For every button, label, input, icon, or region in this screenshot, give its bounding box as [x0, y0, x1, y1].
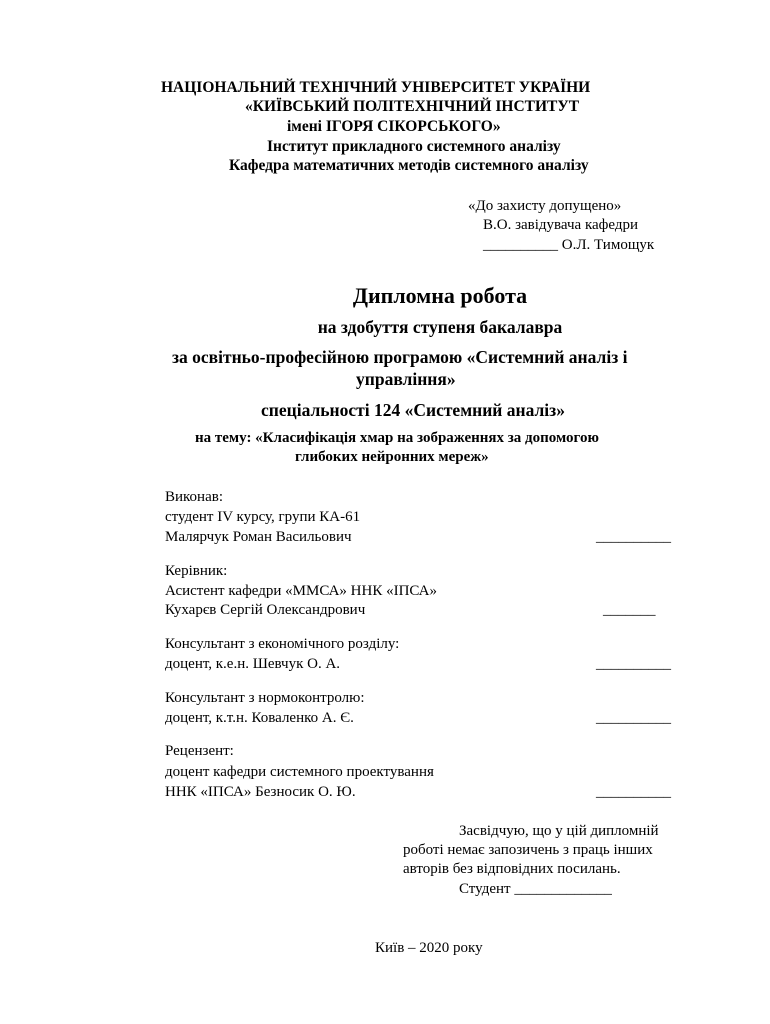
reviewer-name: ННК «ІПСА» Безносик О. Ю. — [165, 784, 356, 800]
institute-kpi-name: «КИЇВСЬКИЙ ПОЛІТЕХНІЧНИЙ ІНСТИТУТ — [245, 98, 580, 115]
executor-role: Виконав: — [165, 489, 223, 505]
theme-line-1: на тему: «Класифікація хмар на зображеннях за допомогою — [195, 430, 599, 446]
approval-heading: «До захисту допущено» — [468, 198, 622, 214]
certification-line-1: Засвідчую, що у цій дипломній — [459, 823, 659, 839]
approval-position: В.О. завідувача кафедри — [483, 217, 639, 233]
reviewer-position: доцент кафедри системного проектування — [165, 764, 434, 780]
work-title: Дипломна робота — [352, 283, 528, 308]
program-line-2: управління» — [356, 369, 456, 389]
supervisor-name: Кухарєв Сергій Олександрович — [165, 602, 366, 618]
institute-name: Інститут прикладного системного аналізу — [267, 138, 561, 155]
certification-student-signature: Студент _____________ — [459, 881, 612, 897]
department-name: Кафедра математичних методів системного аналізу — [229, 157, 589, 174]
certification-line-2: роботі немає запозичень з праць інших — [403, 842, 653, 858]
city-year: Київ – 2020 року — [375, 940, 483, 956]
degree-line: на здобуття ступеня бакалавра — [317, 317, 563, 337]
executor-group: студент IV курсу, групи КА-61 — [165, 509, 361, 525]
executor-name: Малярчук Роман Васильович — [165, 529, 352, 545]
economics-consultant-role: Консультант з економічного розділу: — [165, 636, 400, 652]
reviewer-role: Рецензент: — [165, 743, 234, 759]
executor-signature: __________ — [596, 529, 671, 545]
supervisor-signature: _______ — [603, 602, 656, 618]
certification-line-3: авторів без відповідних посилань. — [403, 861, 621, 877]
economics-consultant-name: доцент, к.е.н. Шевчук О. А. — [165, 656, 341, 672]
normcontrol-consultant-signature: __________ — [596, 710, 671, 726]
normcontrol-consultant-role: Консультант з нормоконтролю: — [165, 690, 365, 706]
university-name: НАЦІОНАЛЬНИЙ ТЕХНІЧНИЙ УНІВЕРСИТЕТ УКРАЇНИ — [161, 79, 591, 96]
normcontrol-consultant-name: доцент, к.т.н. Коваленко А. Є. — [165, 710, 354, 726]
theme-line-2: глибоких нейронних мереж» — [295, 449, 489, 465]
program-line-1: за освітньо-професійною програмою «Системний аналіз і — [172, 347, 628, 367]
specialty-line: спеціальності 124 «Системний аналіз» — [261, 400, 565, 420]
supervisor-position: Асистент кафедри «ММСА» ННК «ІПСА» — [165, 583, 438, 599]
named-after: імені ІГОРЯ СІКОРСЬКОГО» — [287, 118, 501, 135]
supervisor-role: Керівник: — [165, 563, 228, 579]
reviewer-signature: __________ — [596, 784, 671, 800]
approval-signature: __________ О.Л. Тимощук — [483, 237, 655, 253]
economics-consultant-signature: __________ — [596, 656, 671, 672]
